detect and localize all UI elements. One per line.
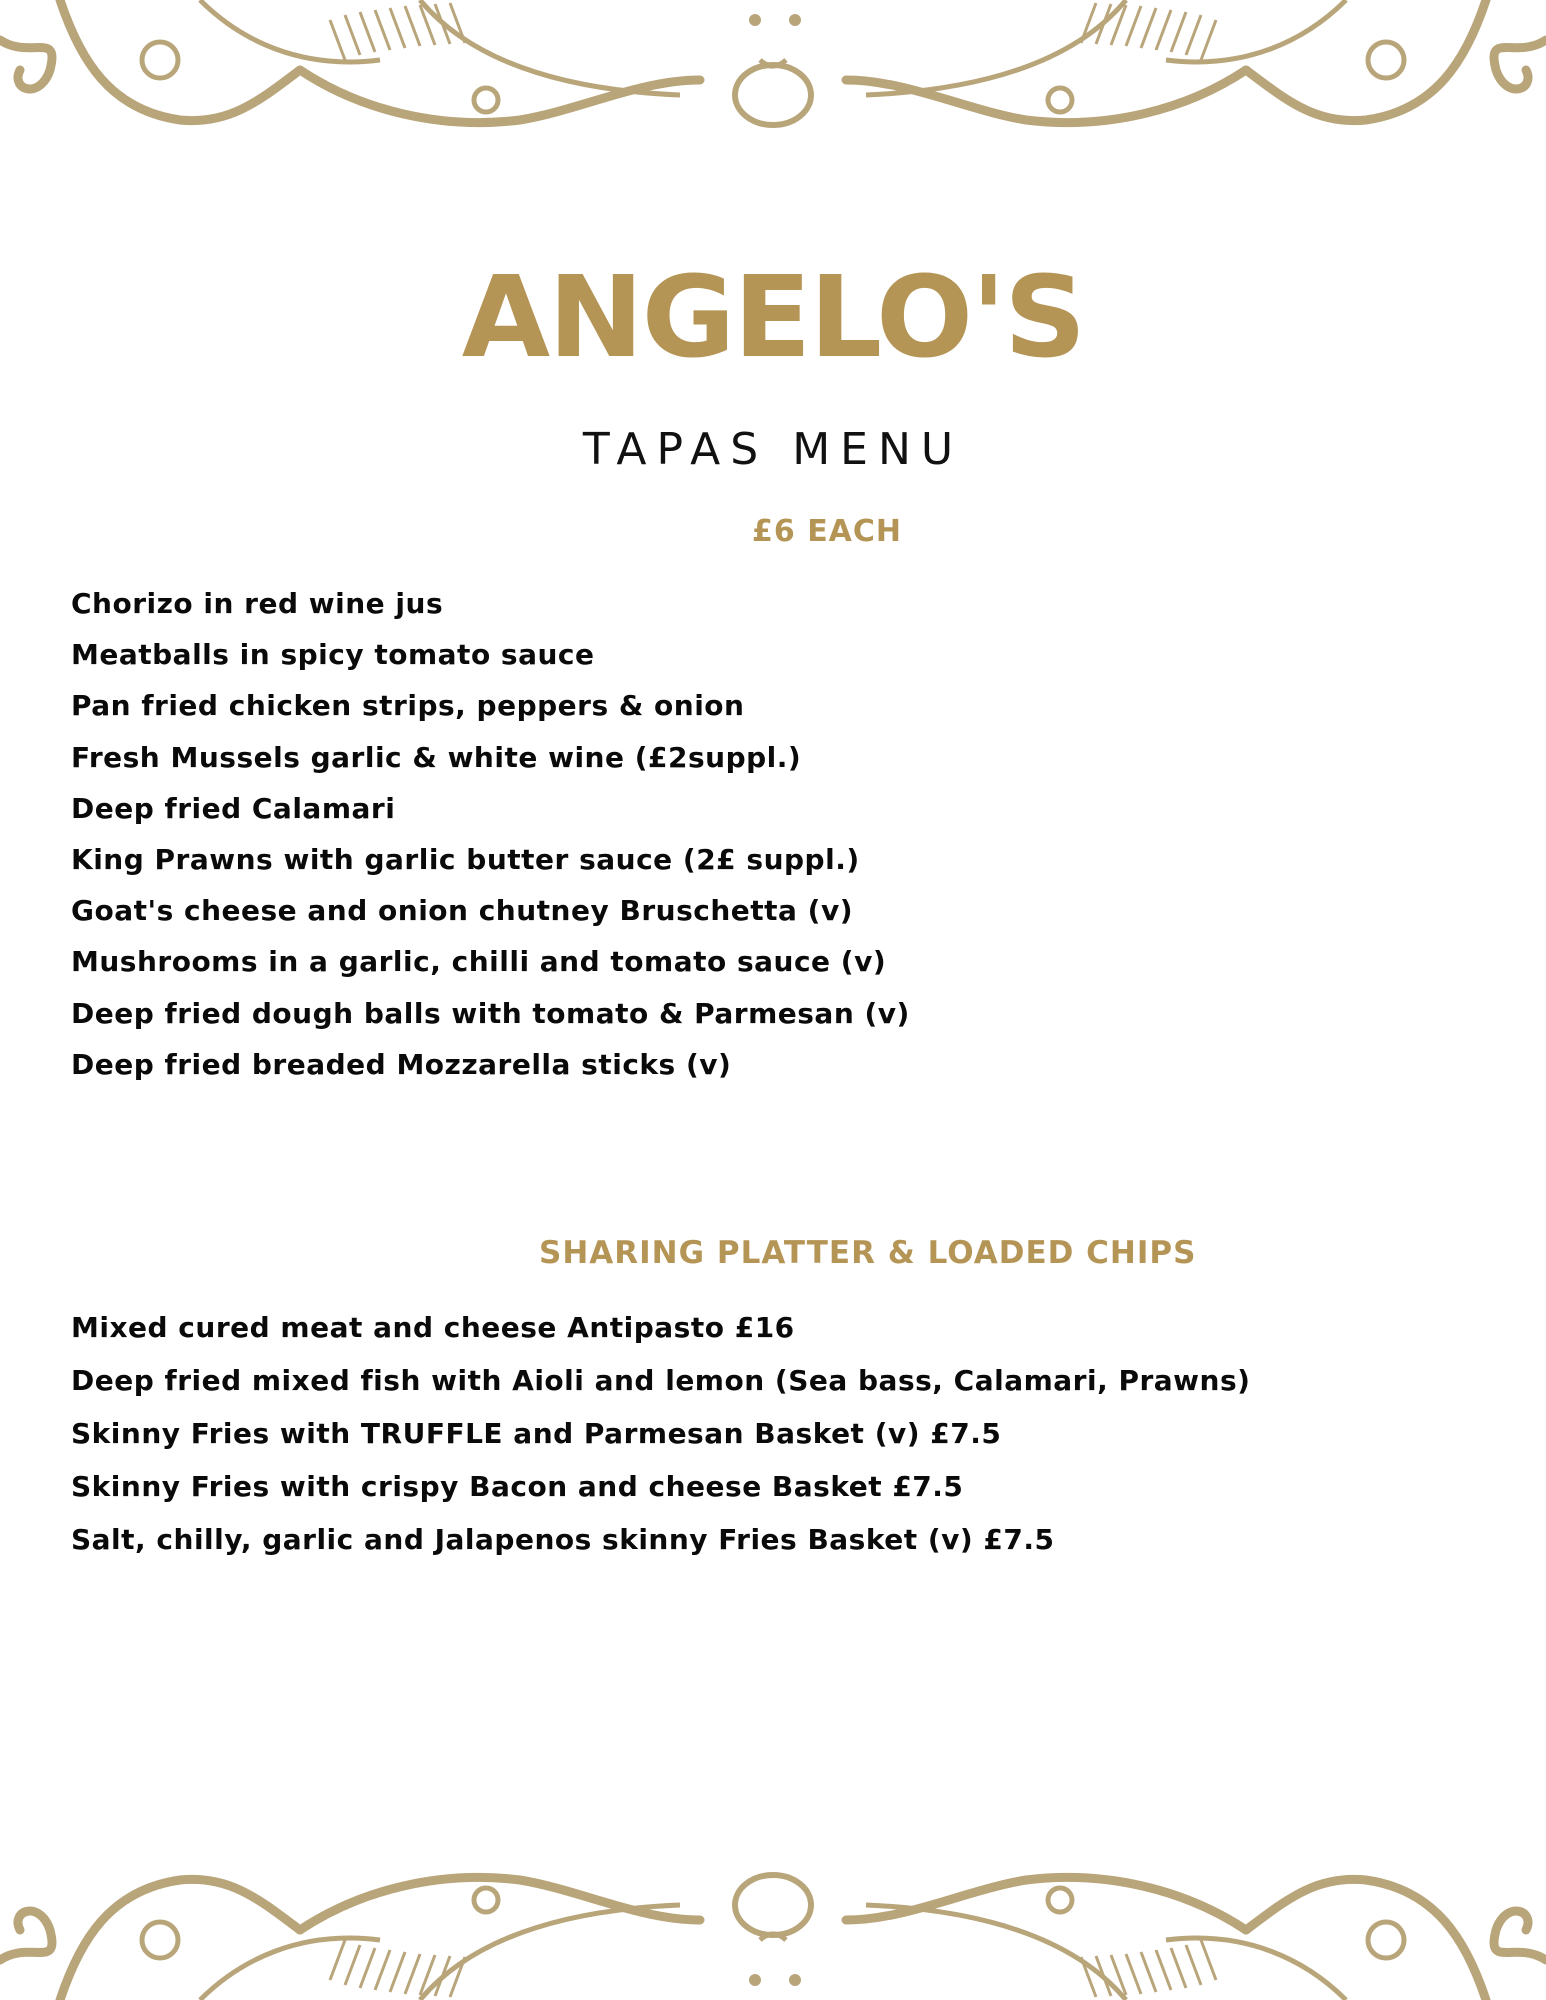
menu-item: Deep fried Calamari [71, 791, 396, 825]
menu-item: Skinny Fries with crispy Bacon and cheese Basket £7.5 [71, 1470, 964, 1503]
baroque-ornament-bottom-icon [0, 1865, 1546, 2000]
menu-item: Goat's cheese and onion chutney Bruschetta (v) [71, 894, 854, 928]
tapas-list [71, 587, 910, 1102]
menu-item: Salt, chilly, garlic and Jalapenos skinny Fries Basket (v) £7.5 [71, 1523, 1055, 1556]
menu-item: Mushrooms in a garlic, chilli and tomato sauce (v) [71, 945, 887, 979]
menu-item: Mixed cured meat and cheese Antipasto £16 [71, 1311, 795, 1344]
menu-item: King Prawns with garlic butter sauce (2£ suppl.) [71, 842, 860, 876]
menu-title: TAPAS MENU [582, 424, 964, 475]
price-note: £6 EACH [752, 514, 903, 549]
menu-item: Skinny Fries with TRUFFLE and Parmesan Basket (v) £7.5 [71, 1417, 1002, 1450]
menu-item: Deep fried dough balls with tomato & Parmesan (v) [71, 996, 910, 1030]
menu-item: Chorizo in red wine jus [71, 587, 444, 620]
menu-item: Deep fried mixed fish with Aioli and lemon (Sea bass, Calamari, Prawns) [71, 1364, 1251, 1397]
menu-item: Pan fried chicken strips, peppers & onion [71, 689, 745, 723]
menu-item: Fresh Mussels garlic & white wine (£2suppl.) [71, 740, 802, 774]
sharing-list [71, 1311, 1251, 1579]
menu-item: Meatballs in spicy tomato sauce [71, 638, 595, 672]
menu-item: Deep fried breaded Mozzarella sticks (v) [71, 1047, 732, 1081]
sharing-section-heading: SHARING PLATTER & LOADED CHIPS [539, 1235, 1197, 1271]
baroque-ornament-top-icon [0, 0, 1546, 135]
restaurant-name: ANGELO'S [461, 253, 1085, 383]
